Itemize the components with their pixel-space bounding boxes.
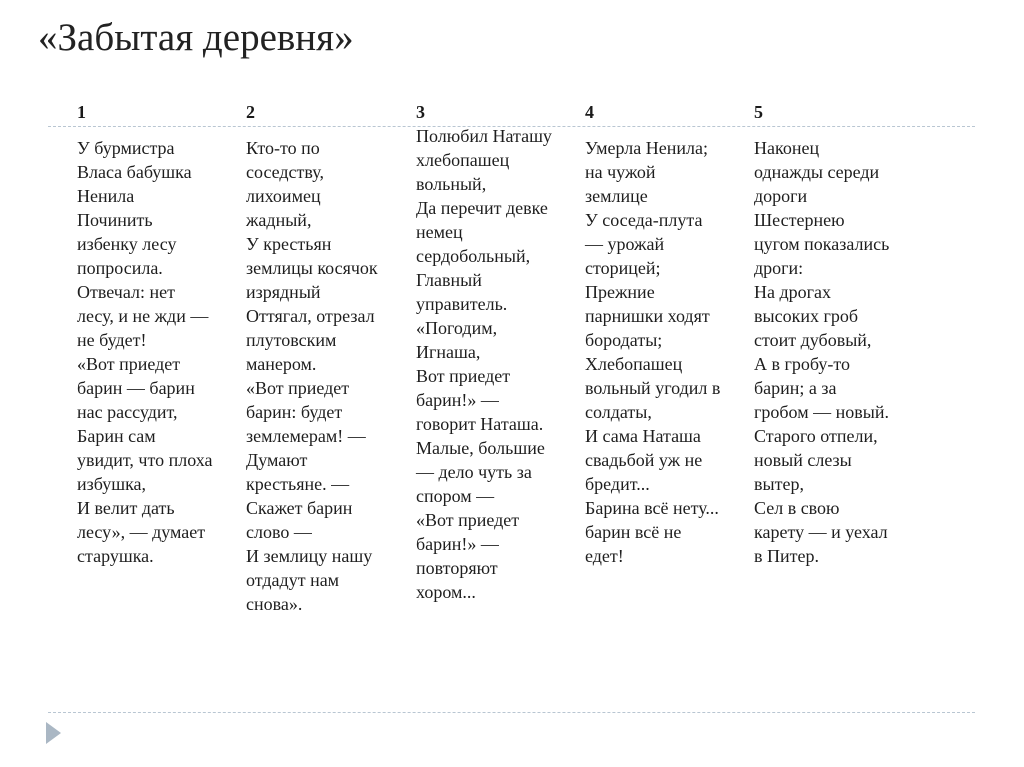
poem-line: увидит, что плоха: [77, 450, 213, 470]
poem-line: изрядный: [246, 282, 321, 302]
poem-line: лихоимец: [246, 186, 321, 206]
poem-line: на чужой: [585, 162, 656, 182]
poem-line: барин; а за: [754, 378, 837, 398]
poem-line: лесу», — думает: [77, 522, 206, 542]
poem-line: сторицей;: [585, 258, 661, 278]
poem-line: Шестернею: [754, 210, 845, 230]
poem-line: бредит...: [585, 474, 650, 494]
poem-line: однажды середи: [754, 162, 880, 182]
poem-line: Главный: [416, 270, 482, 290]
poem-line: И сама Наташа: [585, 426, 701, 446]
column-number-3: 3: [416, 102, 425, 122]
poem-line: Ненила: [77, 186, 135, 206]
poem-line: старушка.: [77, 546, 154, 566]
poem-line: парнишки ходят: [585, 306, 710, 326]
poem-line: дороги: [754, 186, 808, 206]
poem-line: гробом — новый.: [754, 402, 889, 422]
poem-line: высоких гроб: [754, 306, 859, 326]
poem-line: землицы косячок: [246, 258, 378, 278]
poem-line: Отвечал: нет: [77, 282, 175, 302]
poem-line: Старого отпели,: [754, 426, 878, 446]
poem-line: Починить: [77, 210, 153, 230]
poem-line: На дрогах: [754, 282, 832, 302]
poem-line: манером.: [246, 354, 317, 374]
poem-line: барин!» —: [416, 534, 499, 554]
poem-line: стоит дубовый,: [754, 330, 872, 350]
poem-line: крестьяне. —: [246, 474, 350, 494]
slide-title: «Забытая деревня»: [38, 16, 354, 59]
poem-line: Умерла Ненила;: [585, 138, 709, 158]
poem-line: Оттягал, отрезал: [246, 306, 375, 326]
poem-line: Скажет барин: [246, 498, 353, 518]
poem-line: Хлебопашец: [585, 354, 683, 374]
poem-column-1: [77, 136, 242, 568]
poem-line: барин — барин: [77, 378, 195, 398]
poem-line: Барина всё нету...: [585, 498, 719, 518]
poem-line: «Погодим,: [416, 318, 498, 338]
poem-line: землице: [585, 186, 648, 206]
poem-line: Думают: [246, 450, 308, 470]
poem-line: А в гробу-то: [754, 354, 850, 374]
poem-line: отдадут нам: [246, 570, 340, 590]
poem-line: управитель.: [416, 294, 508, 314]
poem-line: лесу, и не жди —: [77, 306, 209, 326]
poem-line: Малые, большие: [416, 438, 545, 458]
poem-line: Наконец: [754, 138, 820, 158]
poem-line: барин: будет: [246, 402, 343, 422]
poem-line: У крестьян: [246, 234, 332, 254]
poem-line: свадьбой уж не: [585, 450, 703, 470]
poem-line: вольный,: [416, 174, 487, 194]
poem-line: плутовским: [246, 330, 337, 350]
poem-line: слово —: [246, 522, 312, 542]
poem-line: немец: [416, 222, 463, 242]
poem-line: Власа бабушка: [77, 162, 192, 182]
poem-line: избенку лесу: [77, 234, 177, 254]
poem-line: — урожай: [585, 234, 665, 254]
poem-line: Полюбил Наташу: [416, 126, 552, 146]
poem-line: И велит дать: [77, 498, 175, 518]
poem-line: попросила.: [77, 258, 163, 278]
poem-line: снова».: [246, 594, 303, 614]
poem-line: вытер,: [754, 474, 804, 494]
poem-line: дроги:: [754, 258, 804, 278]
poem-line: Да перечит девке: [416, 198, 548, 218]
poem-line: Вот приедет: [416, 366, 511, 386]
poem-line: «Вот приедет: [246, 378, 350, 398]
poem-line: У бурмистра: [77, 138, 175, 158]
poem-line: нас рассудит,: [77, 402, 178, 422]
poem-line: новый слезы: [754, 450, 852, 470]
poem-line: землемерам! —: [246, 426, 366, 446]
poem-line: солдаты,: [585, 402, 652, 422]
poem-line: хлебопашец: [416, 150, 510, 170]
poem-line: бородаты;: [585, 330, 663, 350]
poem-line: в Питер.: [754, 546, 819, 566]
column-number-1: 1: [77, 102, 86, 122]
poem-line: избушка,: [77, 474, 147, 494]
play-icon: [46, 722, 61, 744]
poem-line: Кто-то по: [246, 138, 320, 158]
poem-column-5: [754, 136, 954, 568]
poem-line: Барин сам: [77, 426, 156, 446]
poem-line: У соседа-плута: [585, 210, 703, 230]
poem-line: барин всё не: [585, 522, 682, 542]
poem-line: сердобольный,: [416, 246, 531, 266]
poem-column-2: [246, 136, 411, 616]
poem-line: карету — и уехал: [754, 522, 888, 542]
column-number-2: 2: [246, 102, 255, 122]
poem-line: цугом показались: [754, 234, 890, 254]
column-number-4: 4: [585, 102, 594, 122]
poem-line: вольный угодил в: [585, 378, 721, 398]
poem-column-3: [416, 124, 581, 604]
poem-line: говорит Наташа.: [416, 414, 544, 434]
poem-line: — дело чуть за: [416, 462, 532, 482]
poem-line: Сел в свою: [754, 498, 840, 518]
footer-divider: [48, 712, 975, 713]
poem-line: барин!» —: [416, 390, 499, 410]
poem-line: Прежние: [585, 282, 655, 302]
poem-line: «Вот приедет: [416, 510, 520, 530]
poem-column-4: [585, 136, 750, 568]
poem-line: едет!: [585, 546, 624, 566]
poem-line: не будет!: [77, 330, 147, 350]
poem-line: повторяют: [416, 558, 498, 578]
poem-line: спором —: [416, 486, 495, 506]
column-number-5: 5: [754, 102, 763, 122]
poem-line: Игнаша,: [416, 342, 481, 362]
poem-line: хором...: [416, 582, 476, 602]
poem-line: «Вот приедет: [77, 354, 181, 374]
poem-line: жадный,: [246, 210, 312, 230]
poem-line: И землицу нашу: [246, 546, 373, 566]
poem-line: соседству,: [246, 162, 324, 182]
